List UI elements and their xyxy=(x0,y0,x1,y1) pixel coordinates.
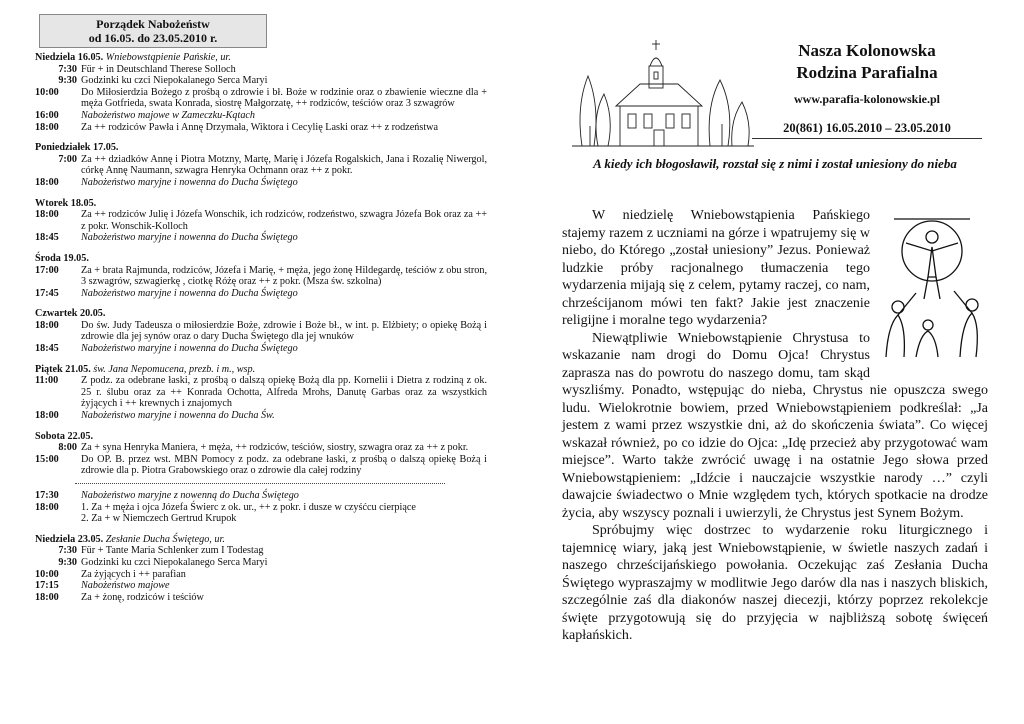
day-heading xyxy=(35,308,487,320)
day-heading xyxy=(35,364,487,376)
entry-text: Za + brata Rajmunda, rodziców, Józefa i Marię, + męża, jego żonę Hildegardę, teściów z obu stron, 3 szwagrów, szwagierkę , ciotkę Różę oraz ++ z pokr. (Msza św. szkolna) xyxy=(81,264,487,288)
entry-text: Für + Tante Maria Schlenker zum I Todestag xyxy=(81,545,264,557)
entry-time: 18:00 xyxy=(35,319,59,331)
entry-text: Do OP. B. przez wst. MBN Pomocy z podz. za odebrane łaski, z prośbą o dalszą opiekę Bożą i zdrowie dla p. Piotra Grabowskiego oraz o zdrowie dla całej rodziny xyxy=(81,453,487,477)
dotted-divider xyxy=(75,483,445,484)
entry-time: 10:00 xyxy=(35,86,59,98)
entry-time: 15:00 xyxy=(35,453,59,465)
entry-time: 18:00 xyxy=(35,176,59,188)
schedule-entry xyxy=(35,513,487,525)
entry-time: 16:00 xyxy=(35,109,59,121)
schedule-days xyxy=(35,52,487,603)
day-name: Niedziela 23.05. xyxy=(35,533,104,545)
day-note: Zesłanie Ducha Świętego, ur. xyxy=(105,533,225,545)
day-heading xyxy=(35,431,487,443)
masthead-title-2: Rodzina Parafialna xyxy=(796,63,938,82)
schedule-entry xyxy=(35,110,487,122)
entry-time: 18:00 xyxy=(35,121,59,133)
day-note: Wniebowstąpienie Pańskie, ur. xyxy=(105,52,231,63)
schedule-entry xyxy=(35,320,487,343)
masthead-url[interactable]: www.parafia-kolonowskie.pl xyxy=(793,92,941,106)
entry-text: Za + żonę, rodziców i teściów xyxy=(81,591,204,603)
schedule-entry xyxy=(35,343,487,355)
entry-time: 17:30 xyxy=(35,490,59,501)
article-paragraph-2: Niewątpliwie Wniebowstąpienie Chrystusa to wskazanie nam drogi do Domu Ojca! Chrystus zaprasza nas do powrotu do naszego domu, tam skąd wyszliśmy. Ponadto, wstępując do nieba, Chrystus nie opuszcza swego ludu. Wielokrotnie bowiem, przed Wniebowstąpieniem podkreślał: „Ja jestem z wami przez wszystkie dni, aż do skończenia świata”. Co więcej wskazał również, po co idzie do Ojca: „Idę przecież aby przygotować wam miejsce”. Warto także zwrócić uwagę i na ostatnie Jego słowa przed Wniebowstąpieniem: „Idźcie i nauczajcie wszystkie narody …” czyli dawajcie świadectwo o Mnie względem tych, których spotkacie na drodze życia, aby wszyscy poznali i uwierzyli, że Chrystus jest Synem Bożym. xyxy=(562,330,988,521)
schedule-day xyxy=(35,308,487,354)
entry-text: Nabożeństwo majowe xyxy=(81,580,170,592)
entry-time: 7:00 xyxy=(58,153,77,165)
schedule-entry xyxy=(35,410,487,422)
schedule-entry xyxy=(35,265,487,288)
entry-text: Nabożeństwo maryjne i nowenna do Ducha Świętego xyxy=(81,287,298,299)
schedule-entry xyxy=(35,502,487,514)
schedule-entry xyxy=(35,288,487,300)
schedule-entry xyxy=(35,154,487,177)
entry-time: 11:00 xyxy=(35,375,59,387)
entry-time: 18:45 xyxy=(35,232,59,244)
schedule-entry xyxy=(35,64,487,76)
day-name: Poniedziałek 17.05. xyxy=(35,142,119,154)
entry-text: Za + syna Henryka Maniera, + męża, ++ rodziców, teściów, siostry, szwagra oraz za ++ z pokr. xyxy=(81,442,469,454)
article-body xyxy=(562,207,988,645)
entry-text: Za żyjących i ++ parafian xyxy=(81,568,186,580)
schedule-day xyxy=(35,198,487,244)
entry-text: 1. Za + męża i ojca Józefa Świerc z ok. ur., ++ z pokr. i dusze w czyśćcu cierpiące xyxy=(81,501,416,513)
schedule-range: od 16.05. do 23.05.2010 r. xyxy=(88,31,218,45)
day-heading xyxy=(35,198,487,210)
entry-time: 18:00 xyxy=(35,209,59,221)
entry-text: 2. Za + w Niemczech Gertrud Krupok xyxy=(81,513,237,525)
masthead xyxy=(752,40,982,139)
entry-time: 9:30 xyxy=(58,75,77,87)
entry-time: 17:00 xyxy=(35,264,59,276)
day-heading xyxy=(35,534,487,546)
day-name: Czwartek 20.05. xyxy=(35,308,106,320)
church-illustration xyxy=(570,36,756,152)
entry-time xyxy=(35,513,81,525)
schedule-entry xyxy=(35,592,487,604)
schedule-entry xyxy=(35,545,487,557)
entry-text: Nabożeństwo maryjne i nowenna do Ducha Świętego xyxy=(81,176,298,188)
masthead-issue: 20(861) 16.05.2010 – 23.05.2010 xyxy=(752,121,982,139)
schedule-entry xyxy=(35,490,487,502)
schedule-entry xyxy=(35,87,487,110)
schedule-entry xyxy=(35,442,487,454)
day-heading xyxy=(35,142,487,154)
day-name: Sobota 22.05. xyxy=(35,430,94,442)
schedule-entry xyxy=(35,580,487,592)
entry-time: 18:00 xyxy=(35,501,59,513)
article-paragraph-1: W niedzielę Wniebowstąpienia Pańskiego stajemy razem z uczniami na górze i wpatrujemy się w niebo, do Którego „został uniesiony” Jezus. Ponieważ ludzkie próby racjonalnego tłumaczenia tego wydarzenia mijają się z celem, pytamy raczej, co nam, chrześcijanom mówi ten fakt? Jakie jest znaczenie religijne i moralne tego wydarzenia? xyxy=(562,208,870,328)
schedule-entry xyxy=(35,122,487,134)
entry-time: 18:00 xyxy=(35,591,59,603)
day-note: św. Jana Nepomucena, prezb. i m., wsp. xyxy=(93,363,256,375)
entry-time: 9:30 xyxy=(58,556,77,568)
entry-text: Nabożeństwo maryjne i nowenna do Ducha Świętego xyxy=(81,343,298,355)
entry-text: Z podz. za odebrane łaski, z prośbą o dalszą opiekę Bożą dla pp. Kornelii i Dietra z rodziną z ok. 25 r. ślubu oraz za ++ Konrada Ochotta, Alfreda Mrohs, Danutę Garbas oraz za wszystkich żyjących i ++ krewnych i znajomych xyxy=(81,375,487,410)
entry-time: 7:30 xyxy=(58,545,77,557)
schedule-day xyxy=(35,431,487,525)
day-name: Piątek 21.05. xyxy=(35,363,91,375)
article-paragraph-3: Spróbujmy więc dostrzec to wydarzenie roku liturgicznego i tajemnicę wiary, jaką jest Wniebowstąpienie, w świetle naszych zadań i naszego chrześcijańskiego powołania. Oczekując zaś Zesłania Ducha Świętego wypraszajmy w modlitwie Jego darów dla nas i naszych bliskich, szczególnie zaś dla diakonów naszej diecezji, którzy poprzez rekolekcje święte przygotowują się do przyjęcia w najbliższą sobotę święceń kapłańskich. xyxy=(562,523,988,643)
day-heading xyxy=(35,253,487,265)
entry-text: Do Miłosierdzia Bożego z prośbą o zdrowie i bł. Boże w rodzinie oraz o zbawienie wieczne dla + męża Gotfrieda, swata Konrada, siostrę Małgorzatę, ++ rodziców, teściów oraz 3 szwagrów xyxy=(81,86,487,110)
entry-text: Za ++ dziadków Annę i Piotra Motzny, Martę, Marię i Józefa Rogalskich, Jana i Rozalię Niwergol, córkę Annę Naumann, szwagra Henryka Ochmann oraz ++ z pokr. xyxy=(81,153,487,177)
entry-text: Nabożeństwo maryjne z nowenną do Ducha Świętego xyxy=(81,490,299,501)
entry-text: Godzinki ku czci Niepokalanego Serca Maryi xyxy=(81,75,268,87)
schedule-day xyxy=(35,142,487,188)
entry-text: Do św. Judy Tadeusza o miłosierdzie Boże, zdrowie i Boże bł., w int. p. Elżbiety; o opiekę Bożą i zdrowie dla jej synów oraz o dary Ducha Świętego dla jej wnuków xyxy=(81,319,487,343)
schedule-entry xyxy=(35,557,487,569)
schedule-day xyxy=(35,534,487,604)
schedule-entry xyxy=(35,569,487,581)
schedule-entry xyxy=(35,209,487,232)
schedule-column xyxy=(35,14,487,603)
entry-text: Nabożeństwo maryjne i nowenna do Ducha Św. xyxy=(81,410,275,422)
schedule-day xyxy=(35,52,487,133)
schedule-entry xyxy=(35,375,487,410)
article-headline: A kiedy ich błogosławił, rozstał się z nimi i został uniesiony do nieba xyxy=(593,156,957,171)
entry-time: 7:30 xyxy=(58,63,77,75)
schedule-entry xyxy=(35,75,487,87)
schedule-day xyxy=(35,364,487,422)
entry-time: 18:45 xyxy=(35,343,59,355)
schedule-entry xyxy=(35,177,487,189)
schedule-title: Porządek Nabożeństw xyxy=(96,17,210,31)
schedule-header xyxy=(39,14,267,48)
entry-text: Nabożeństwo majowe w Zameczku-Kątach xyxy=(81,109,256,121)
entry-text: Za ++ rodziców Julię i Józefa Wonschik, ich rodziców, rodzeństwo, szwagra Józefa Bok oraz za ++ z pokr. Wonschik-Kolloch xyxy=(81,209,487,232)
masthead-title-1: Nasza Kolonowska xyxy=(798,41,936,60)
entry-time: 17:45 xyxy=(35,287,59,299)
day-heading xyxy=(35,52,487,64)
ascension-illustration xyxy=(876,207,988,365)
entry-time: 18:00 xyxy=(35,410,59,422)
entry-time: 10:00 xyxy=(35,568,59,580)
schedule-entry xyxy=(35,454,487,477)
entry-text: Za ++ rodziców Pawła i Annę Drzymała, Wiktora i Cecylię Laski oraz ++ z rodzeństwa xyxy=(81,121,439,133)
day-name: Środa 19.05. xyxy=(35,252,89,264)
schedule-day xyxy=(35,253,487,299)
entry-text: Für + in Deutschland Therese Solloch xyxy=(81,63,236,75)
entry-text: Nabożeństwo maryjne i nowenna do Ducha Świętego xyxy=(81,232,298,244)
schedule-entry xyxy=(35,232,487,244)
day-name: Wtorek 18.05. xyxy=(35,197,97,209)
day-name: Niedziela 16.05. xyxy=(35,52,104,63)
entry-text: Godzinki ku czci Niepokalanego Serca Maryi xyxy=(81,556,268,568)
entry-time: 17:15 xyxy=(35,580,59,592)
entry-time: 8:00 xyxy=(58,442,77,454)
